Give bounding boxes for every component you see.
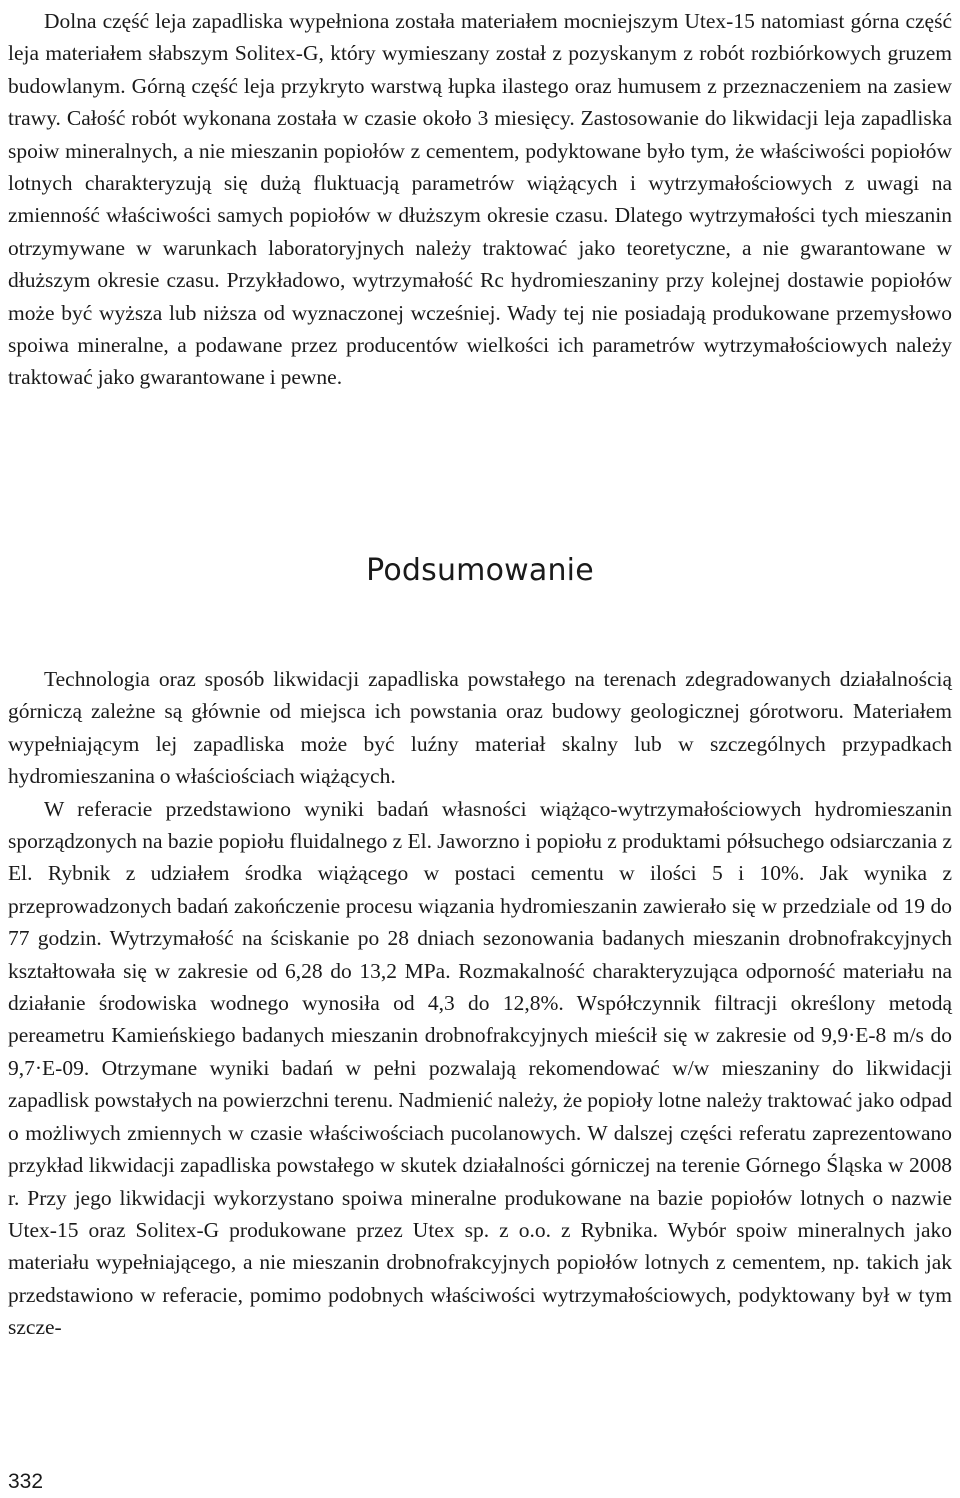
intro-paragraph: Dolna część leja zapadliska wypełniona została materiałem mocniejszym Utex-15 natomiast górna część leja materiałem słabszym Solitex-G, który wymieszany został z pozyskanym z robót rozbiórkowych gruzem budowlanym. Górną część leja przykryto warstwą łupka ilastego oraz humusem z przeznaczeniem na zasiew trawy. Całość robót wykonana została w czasie około 3 miesięcy. Zastosowanie do likwidacji leja zapadliska spoiw mineralnych, a nie mieszanin popiołów z cementem, podyktowane było tym, że właściwości popiołów lotnych charakteryzują się dużą fluktuacją parametrów wiążących i wytrzymałościowych z uwagi na zmienność właściwości samych popiołów w dłuższym okresie czasu. Dlatego wytrzymałości tych mieszanin otrzymywane w warunkach laboratoryjnych należy traktować jako teoretyczne, a nie gwarantowane w dłuższym okresie czasu. Przykładowo, wytrzymałość Rc hydromieszaniny przy kolejnej dostawie popiołów może być wyższa lub niższa od wyznaczonej wcześniej. Wady tej nie posiadają produkowane przemysłowo spoiwa mineralne, a podawane przez producentów wielkości ich parametrów wytrzymałościowych należy traktować jako gwarantowane i pewne. (8, 9, 952, 390)
summary-paragraph-1: Technologia oraz sposób likwidacji zapadliska powstałego na terenach zdegradowanych działalnością górniczą zależne są głównie od miejsca ich powstania oraz budowy geologicznej górotworu. Materiałem wypełniającym lej zapadliska może być luźny materiał skalny lub w szczególnych przypadkach hydromieszanina o właściościach wiążących. (8, 667, 952, 789)
section-heading: Podsumowanie (366, 553, 594, 588)
document-page (8, 0, 952, 1498)
summary-paragraph-2: W referacie przedstawiono wyniki badań własności wiążąco-wytrzymałościowych hydromieszanin sporządzonych na bazie popiołu fluidalnego z El. Jaworzno i popiołu z produktami półsuchego odsiarczania z El. Rybnik z udziałem środka wiążącego w postaci cementu w ilości 5 i 10%. Jak wynika z przeprowadzonych badań zakończenie procesu wiązania hydromieszanin zawierało się w przedziale od 19 do 77 godzin. Wytrzymałość na ściskanie po 28 dniach sezonowania badanych mieszanin drobnofrakcyjnych kształtowała się w zakresie od 6,28 do 13,2 MPa. Rozmakalność charakteryzująca odporność materiału na działanie środowiska wodnego wynosiła od 4,3 do 12,8%. Współczynnik filtracji określony metodą pereametru Kamieńskiego badanych mieszanin drobnofrakcyjnych mieścił się w zakresie od 9,9·E-8 m/s do 9,7·E-09. Otrzymane wyniki badań w pełni pozwalają rekomendować w/w mieszaniny do likwidacji zapadlisk powstałych na powierzchni terenu. Nadmienić należy, że popioły lotne należy traktować jako odpad o możliwych zmiennych w czasie właściwościach pucolanowych. W dalszej części referatu zaprezentowano przykład likwidacji zapadliska powstałego w skutek działalności górniczej na terenie Górnego Śląska w 2008 r. Przy jego likwidacji wykorzystano spoiwa mineralne produkowane na bazie popiołów lotnych o nazwie Utex-15 oraz Solitex-G produkowane przez Utex sp. z o.o. z Rybnika. Wybór spoiw mineralnych jako materiału wypełniającego, a nie mieszanin drobnofrakcyjnych popiołów lotnych z cementem, np. takich jak przedstawiono w referacie, pomimo podobnych właściwości wytrzymałościowych, podyktowany był w tym szcze- (8, 796, 952, 1340)
summary-section (8, 663, 952, 1344)
page-number: 332 (8, 1470, 44, 1493)
